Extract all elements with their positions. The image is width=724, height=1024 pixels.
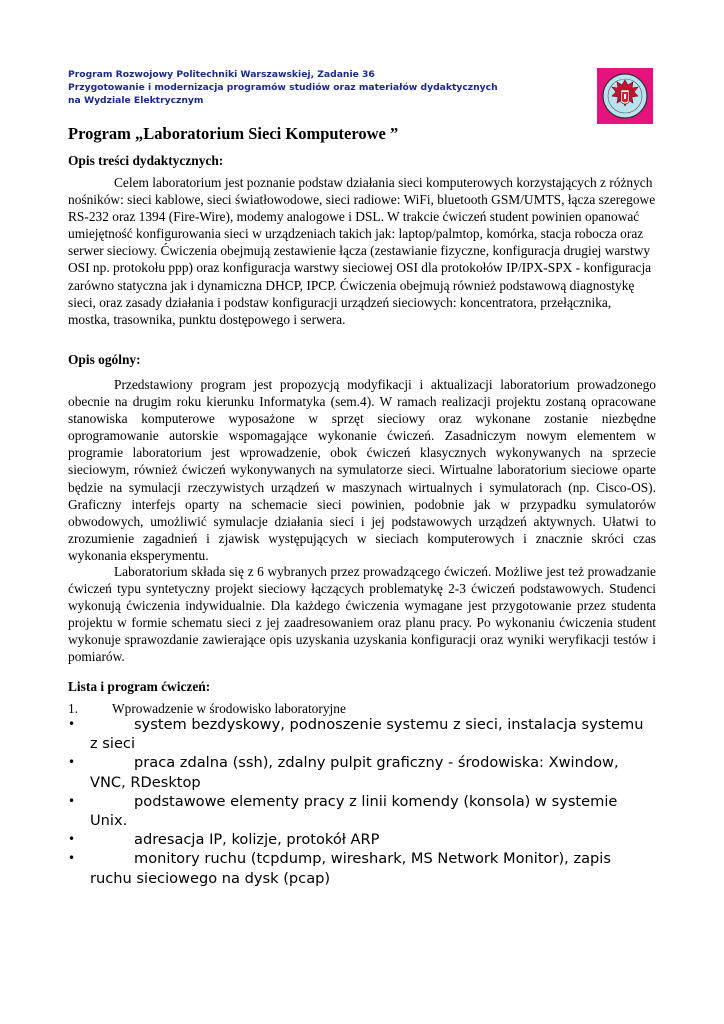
exercise-bullet-list — [68, 715, 648, 888]
list-item-text: praca zdalna (ssh), zdalny pulpit graficzny - środowiska: Xwindow, VNC, RDesktop — [90, 754, 619, 791]
bullet-icon: • — [68, 793, 76, 808]
list-item — [68, 792, 648, 830]
bullet-icon: • — [68, 832, 76, 847]
header-line-faculty: na Wydziale Elektrycznym — [68, 95, 204, 106]
section-heading-didactic-content: Opis treści dydaktycznych: — [68, 153, 224, 168]
list-item-text: system bezdyskowy, podnoszenie systemu z sieci, instalacja systemu z sieci — [90, 716, 644, 753]
list-item-text: monitory ruchu (tcpdump, wireshark, MS Network Monitor), zapis ruchu sieciowego na dysk (pcap) — [90, 850, 611, 887]
bullet-icon: • — [68, 717, 76, 731]
section-heading-general-description: Opis ogólny: — [68, 352, 141, 367]
header-block — [68, 68, 568, 107]
paragraph-didactic-content: Celem laboratorium jest poznanie podstaw działania sieci komputerowych korzystających z różnych nośników: sieci kablowe, sieci światłowodowe, sieci radiowe: WiFi, bluetooth GSM/UMTS, łącza szeregowe RS-232 oraz 1394 (Fire-Wire), modemy analogowe i DSL. W trakcie ćwiczeń student powinien opanować umiejętność konfigurowania sieci w urządzeniach takich jak: laptop/palmtop, komórka, stacja robocza oraz serwer sieciowy. Ćwiczenia obejmują zestawienie łącza (zestawianie fizyczne, konfiguracja drugiej warstwy OSI np. protokołu ppp) oraz konfiguracja warstwy sieciowej OSI dla protokołów IP/IPX-SPX - konfiguracja zarówno statyczna jak i dynamiczna DHCP, IPCP. Ćwiczenia obejmują również podstawową diagnostykę sieci, oraz zasady działania i podstaw konfiguracji urządzeń sieciowych: koncentratora, przełącznika, mostka, trasownika, punktu dostępowego i serwera. — [68, 175, 656, 327]
list-item-text: adresacja IP, kolizje, protokół ARP — [134, 831, 380, 849]
header-line-task: Przygotowanie i modernizacja programów studiów oraz materiałów dydaktycznych — [68, 82, 498, 93]
section-heading-exercise-list: Lista i program ćwiczeń: — [68, 679, 211, 694]
list-item — [68, 753, 648, 791]
paragraph-general-description-2: Laboratorium składa się z 6 wybranych przez prowadzącego ćwiczeń. Możliwe jest też prowadzanie ćwiczeń typu syntetyczny projekt sieciowy łączących problematykę 2-3 ćwiczeń podstawowych. Studenci wykonują ćwiczenia indywidualnie. Dla każdego ćwiczenia wymagane jest przygotowanie przez studenta projektu w formie schematu sieci z jej zaadresowaniem oraz planu pracy. Po wykonaniu ćwiczenia student wykonuje sprawozdanie zawierające opis uzyskania uzyskania konfiguracji oraz wyniki weryfikacji testów i pomiarów. — [68, 564, 656, 665]
list-item — [68, 715, 648, 753]
paragraph-general-description-1: Przedstawiony program jest propozycją modyfikacji i aktualizacji laboratorium prowadzonego obecnie na drugim roku kierunku Informatyka (sem.4). W ramach realizacji projektu zostaną opracowane stanowiska komputerowe wyposażone w sprzęt sieciowy oraz wykonane zostanie niezbędne oprogramowanie autorskie wspomagające wykonanie ćwiczeń. Zasadniczym nowym elementem w programie laboratorium jest wprowadzenie, obok ćwiczeń klasycznych wykonywanych na sprzecie sieciowym, również ćwiczeń wykonywanych na symulatorze sieci. Wirtualne laboratorium sieciowe oparte będzie na symulacji rzeczywistych urządzeń w maszynach wirtualnych i symulatorach (np. Cisco-OS). Graficzny interfejs oparty na schemacie sieci powinien, podobnie jak w przypadku symulatorów obwodowych, umożliwić symulacje działania sieci i jej podstawowych urządzeń aktywnych. Ułatwi to zrozumienie zagadnień i zjawisk występujących w sieciach komputerowych i znacznie skróci czas wykonania eksperymentu. — [68, 377, 656, 563]
list-item-text: podstawowe elementy pracy z linii komendy (konsola) w systemie Unix. — [90, 792, 618, 830]
bullet-icon: • — [68, 755, 76, 770]
page-title: Program „Laboratorium Sieci Komputerowe ” — [68, 124, 399, 143]
university-eagle-emblem-icon — [597, 68, 653, 124]
bullet-icon: • — [68, 851, 76, 866]
list-item — [68, 830, 648, 849]
list-item-text: Wprowadzenie w środowisko laboratoryjne — [112, 701, 346, 716]
list-item-number: 1. — [68, 701, 79, 716]
list-item — [68, 849, 648, 887]
header-line-program: Program Rozwojowy Politechniki Warszawskiej, Zadanie 36 — [68, 69, 375, 80]
